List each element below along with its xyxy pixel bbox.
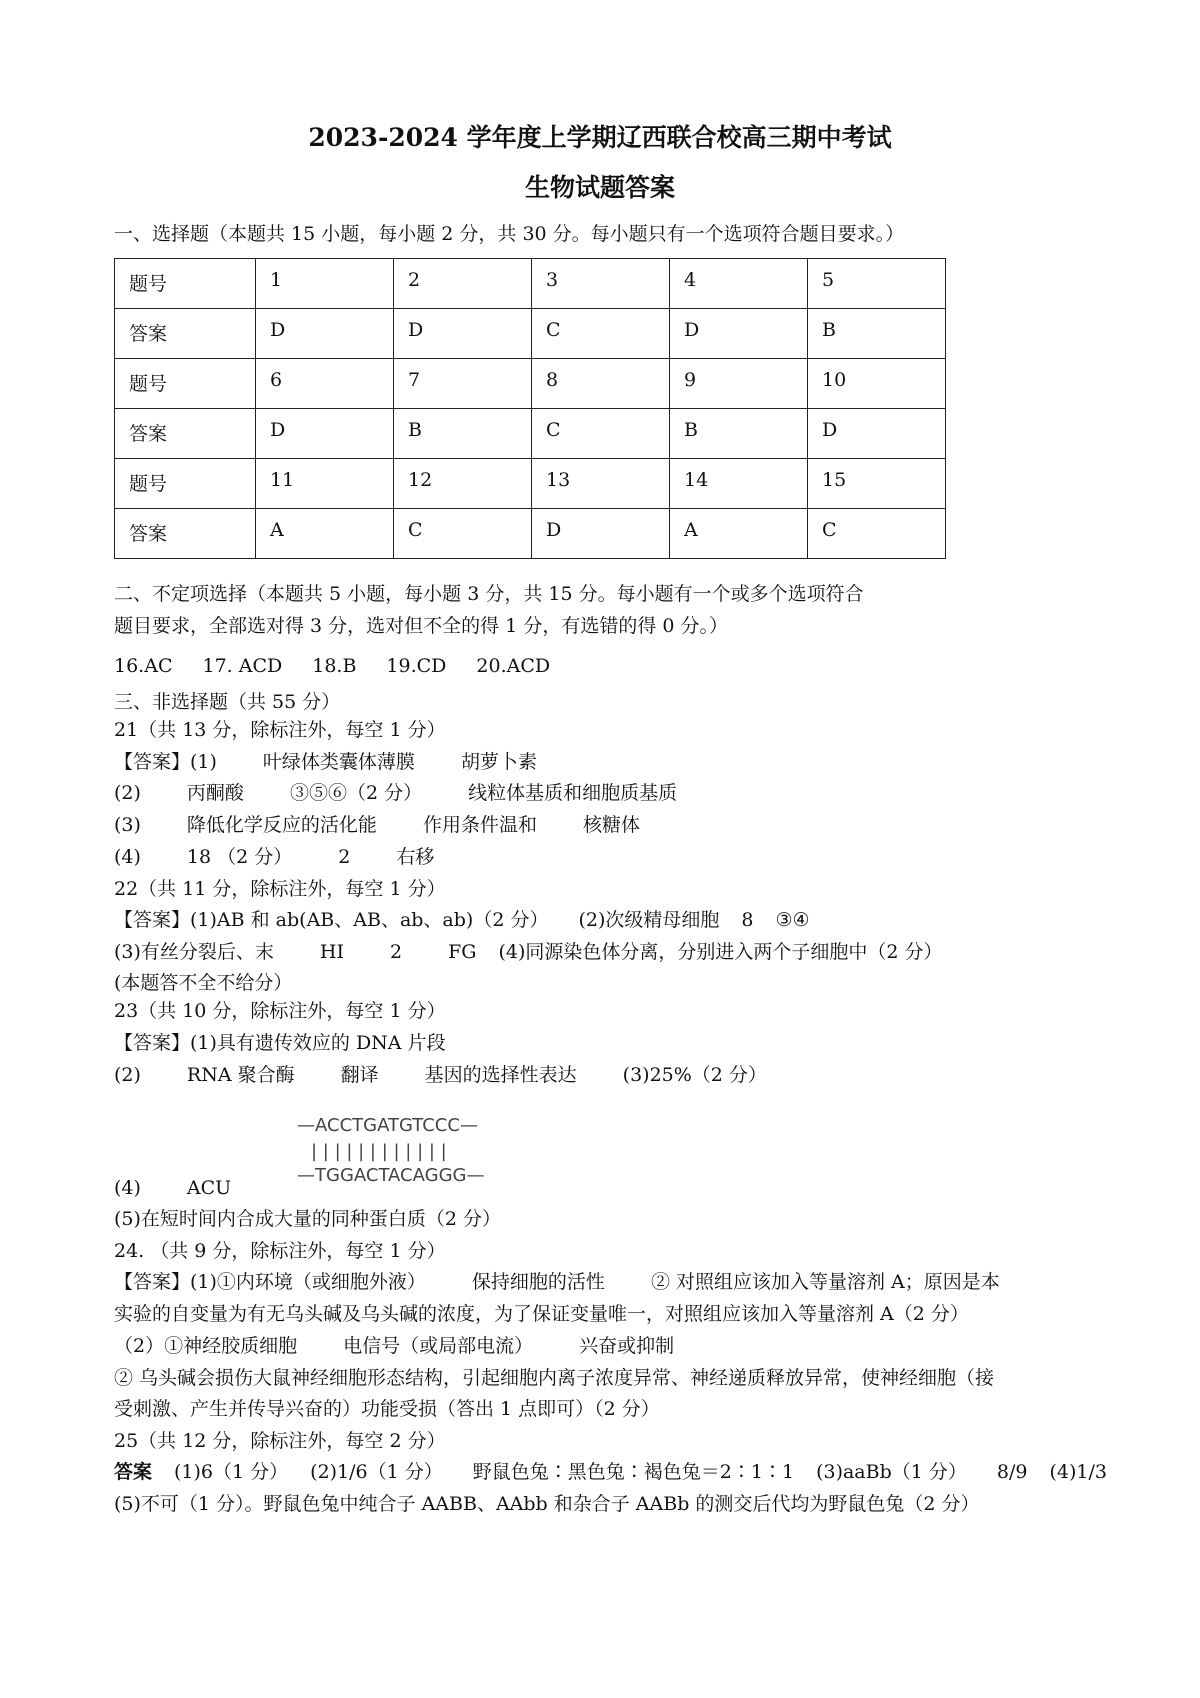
answer-table — [114, 258, 946, 559]
q21-line-1 — [114, 750, 537, 774]
q24-text: 【答案】(1)①内环境（或细胞外液） — [114, 1271, 426, 1293]
table-cell: D — [256, 309, 394, 359]
table-cell: C — [532, 409, 670, 459]
q25-line-1 — [114, 1460, 1107, 1484]
table-cell: D — [670, 309, 808, 359]
q23-text: (4) — [114, 1177, 141, 1199]
q24-line-3 — [114, 1334, 674, 1358]
q25-text: (3)aaBb（1 分） — [816, 1461, 967, 1483]
table-cell: 题号 — [115, 259, 256, 309]
table-cell: 15 — [808, 459, 946, 509]
q21-line-2 — [114, 781, 677, 805]
table-row — [115, 459, 946, 509]
table-cell: C — [394, 509, 532, 559]
table-row — [115, 509, 946, 559]
table-cell: D — [394, 309, 532, 359]
section-1-heading: 一、选择题（本题共 15 小题，每小题 2 分，共 30 分。每小题只有一个选项符合题目要求。） — [114, 223, 905, 245]
table-cell: D — [808, 409, 946, 459]
q23-line-1: 【答案】(1)具有遗传效应的 DNA 片段 — [114, 1032, 446, 1054]
q21-text: (3) — [114, 814, 141, 836]
q23-line-4 — [114, 1176, 231, 1200]
q22-heading: 22（共 11 分，除标注外，每空 1 分） — [114, 878, 446, 900]
q24-heading: 24. （共 9 分，除标注外，每空 1 分） — [114, 1240, 446, 1262]
table-cell: 4 — [670, 259, 808, 309]
q21-line-3 — [114, 813, 640, 837]
table-cell: 7 — [394, 359, 532, 409]
table-cell: 14 — [670, 459, 808, 509]
q22-text: (3)有丝分裂后、末 — [114, 941, 274, 963]
q24-line-4: ② 乌头碱会损伤大鼠神经细胞形态结构，引起细胞内离子浓度异常、神经递质释放异常，使神经细胞（接 — [114, 1367, 995, 1389]
q25-text: (2)1/6（1 分） — [310, 1461, 443, 1483]
q24-text: 兴奋或抑制 — [579, 1335, 675, 1357]
q23-text: 翻译 — [340, 1064, 379, 1086]
table-row — [115, 309, 946, 359]
dna-top-strand: —ACCTGATGTCCC— — [297, 1115, 478, 1136]
table-cell: 3 — [532, 259, 670, 309]
table-cell: B — [808, 309, 946, 359]
table-cell: C — [808, 509, 946, 559]
q24-text: （2）①神经胶质细胞 — [114, 1335, 298, 1357]
q22-text: 【答案】(1)AB 和 ab(AB、AB、ab、ab)（2 分） — [114, 909, 549, 931]
q24-line-5: 受刺激、产生并传导兴奋的）功能受损（答出 1 点即可）（2 分） — [114, 1398, 660, 1420]
q23-line-2 — [114, 1063, 767, 1087]
q21-heading: 21（共 13 分，除标注外，每空 1 分） — [114, 719, 446, 741]
table-cell: D — [256, 409, 394, 459]
table-cell: 10 — [808, 359, 946, 409]
q21-text: 降低化学反应的活化能 — [186, 814, 377, 836]
section-2-answers — [114, 654, 550, 678]
dna-bottom-strand: —TGGACTACAGGG— — [297, 1165, 485, 1186]
table-cell: A — [256, 509, 394, 559]
q23-text: (3)25%（2 分） — [622, 1064, 767, 1086]
document-subtitle: 生物试题答案 — [524, 173, 675, 202]
table-cell: 13 — [532, 459, 670, 509]
q24-text: ② 对照组应该加入等量溶剂 A；原因是本 — [650, 1271, 1000, 1293]
table-cell: 8 — [532, 359, 670, 409]
q22-line-2 — [114, 940, 943, 964]
q22-line-1 — [114, 908, 810, 932]
q22-text: (2)次级精母细胞 — [578, 909, 720, 931]
q23-text: 基因的选择性表达 — [424, 1064, 577, 1086]
document-title: 2023-2024 学年度上学期辽西联合校高三期中考试 — [308, 123, 892, 152]
table-cell: 1 — [256, 259, 394, 309]
section-2-heading-line-2: 题目要求，全部选对得 3 分，选对但不全的得 1 分，有选错的得 0 分。） — [114, 615, 729, 637]
q21-text: 18 （2 分） — [186, 846, 293, 868]
table-cell: B — [670, 409, 808, 459]
q22-text: FG — [448, 941, 477, 963]
q24-line-1 — [114, 1270, 1000, 1294]
q22-text: 2 — [390, 941, 403, 963]
table-cell: 答案 — [115, 409, 256, 459]
table-cell: 题号 — [115, 459, 256, 509]
q21-text: 胡萝卜素 — [460, 751, 537, 773]
q21-text: 作用条件温和 — [422, 814, 537, 836]
table-row — [115, 359, 946, 409]
table-cell: 答案 — [115, 509, 256, 559]
q22-line-3: (本题答不全不给分） — [114, 972, 293, 994]
table-cell: 5 — [808, 259, 946, 309]
q25-heading: 25（共 12 分，除标注外，每空 2 分） — [114, 1430, 446, 1452]
table-cell: B — [394, 409, 532, 459]
table-cell: 9 — [670, 359, 808, 409]
q21-text: (4) — [114, 846, 141, 868]
q25-text: 野鼠色兔∶黑色兔∶褐色兔＝2∶1∶1 — [472, 1461, 795, 1483]
q25-text: (1)6（1 分） — [174, 1461, 289, 1483]
table-cell: C — [532, 309, 670, 359]
table-cell: 6 — [256, 359, 394, 409]
table-cell: A — [670, 509, 808, 559]
q25-text: 8/9 — [996, 1461, 1028, 1483]
dna-double-strand-diagram — [295, 1113, 525, 1189]
answer-16: 16.AC — [114, 655, 173, 677]
dna-base-pair-bars: | | | | | | | | | | | | — [311, 1141, 447, 1162]
q21-text: 右移 — [396, 846, 435, 868]
table-cell: D — [532, 509, 670, 559]
q23-heading: 23（共 10 分，除标注外，每空 1 分） — [114, 1000, 446, 1022]
table-cell: 2 — [394, 259, 532, 309]
table-row — [115, 259, 946, 309]
q22-text: HI — [319, 941, 344, 963]
q21-text: 丙酮酸 — [186, 782, 244, 804]
q25-line-2: (5)不可（1 分）。野鼠色兔中纯合子 AABB、AAbb 和杂合子 AABb 的测交后代均为野鼠色兔（2 分） — [114, 1493, 980, 1515]
q21-text: 叶绿体类囊体薄膜 — [262, 751, 415, 773]
q22-text: (4)同源染色体分离，分别进入两个子细胞中（2 分） — [498, 941, 943, 963]
q21-text: ③⑤⑥（2 分） — [289, 782, 423, 804]
q23-text: (2) — [114, 1064, 141, 1086]
q22-text: ③④ — [775, 909, 810, 931]
answer-17: 17. ACD — [202, 655, 283, 677]
q23-line-5: (5)在短时间内合成大量的同种蛋白质（2 分） — [114, 1208, 502, 1230]
q21-text: 线粒体基质和细胞质基质 — [468, 782, 678, 804]
table-row — [115, 409, 946, 459]
section-2-heading-line-1: 二、不定项选择（本题共 5 小题，每小题 3 分，共 15 分。每小题有一个或多个选项符合 — [114, 583, 864, 605]
table-cell: 11 — [256, 459, 394, 509]
q23-text: ACU — [186, 1177, 232, 1199]
q24-text: 电信号（或局部电流） — [343, 1335, 534, 1357]
q23-text: RNA 聚合酶 — [186, 1064, 295, 1086]
answer-20: 20.ACD — [476, 655, 551, 677]
q24-line-2: 实验的自变量为有无乌头碱及乌头碱的浓度，为了保证变量唯一，对照组应该加入等量溶剂 A（2 分） — [114, 1303, 969, 1325]
table-cell: 12 — [394, 459, 532, 509]
q21-text: 【答案】(1) — [114, 751, 217, 773]
q21-text: 核糖体 — [582, 814, 640, 836]
q21-line-4 — [114, 845, 434, 869]
q21-text: 2 — [338, 846, 351, 868]
q24-text: 保持细胞的活性 — [471, 1271, 605, 1293]
section-3-heading: 三、非选择题（共 55 分） — [114, 691, 341, 713]
table-cell: 题号 — [115, 359, 256, 409]
answer-18: 18.B — [312, 655, 357, 677]
q21-text: (2) — [114, 782, 141, 804]
q22-text: 8 — [741, 909, 754, 931]
q25-answer-label: 答案 — [114, 1461, 153, 1483]
table-cell: 答案 — [115, 309, 256, 359]
answer-19: 19.CD — [386, 655, 447, 677]
q25-text: (4)1/3 — [1049, 1461, 1107, 1483]
